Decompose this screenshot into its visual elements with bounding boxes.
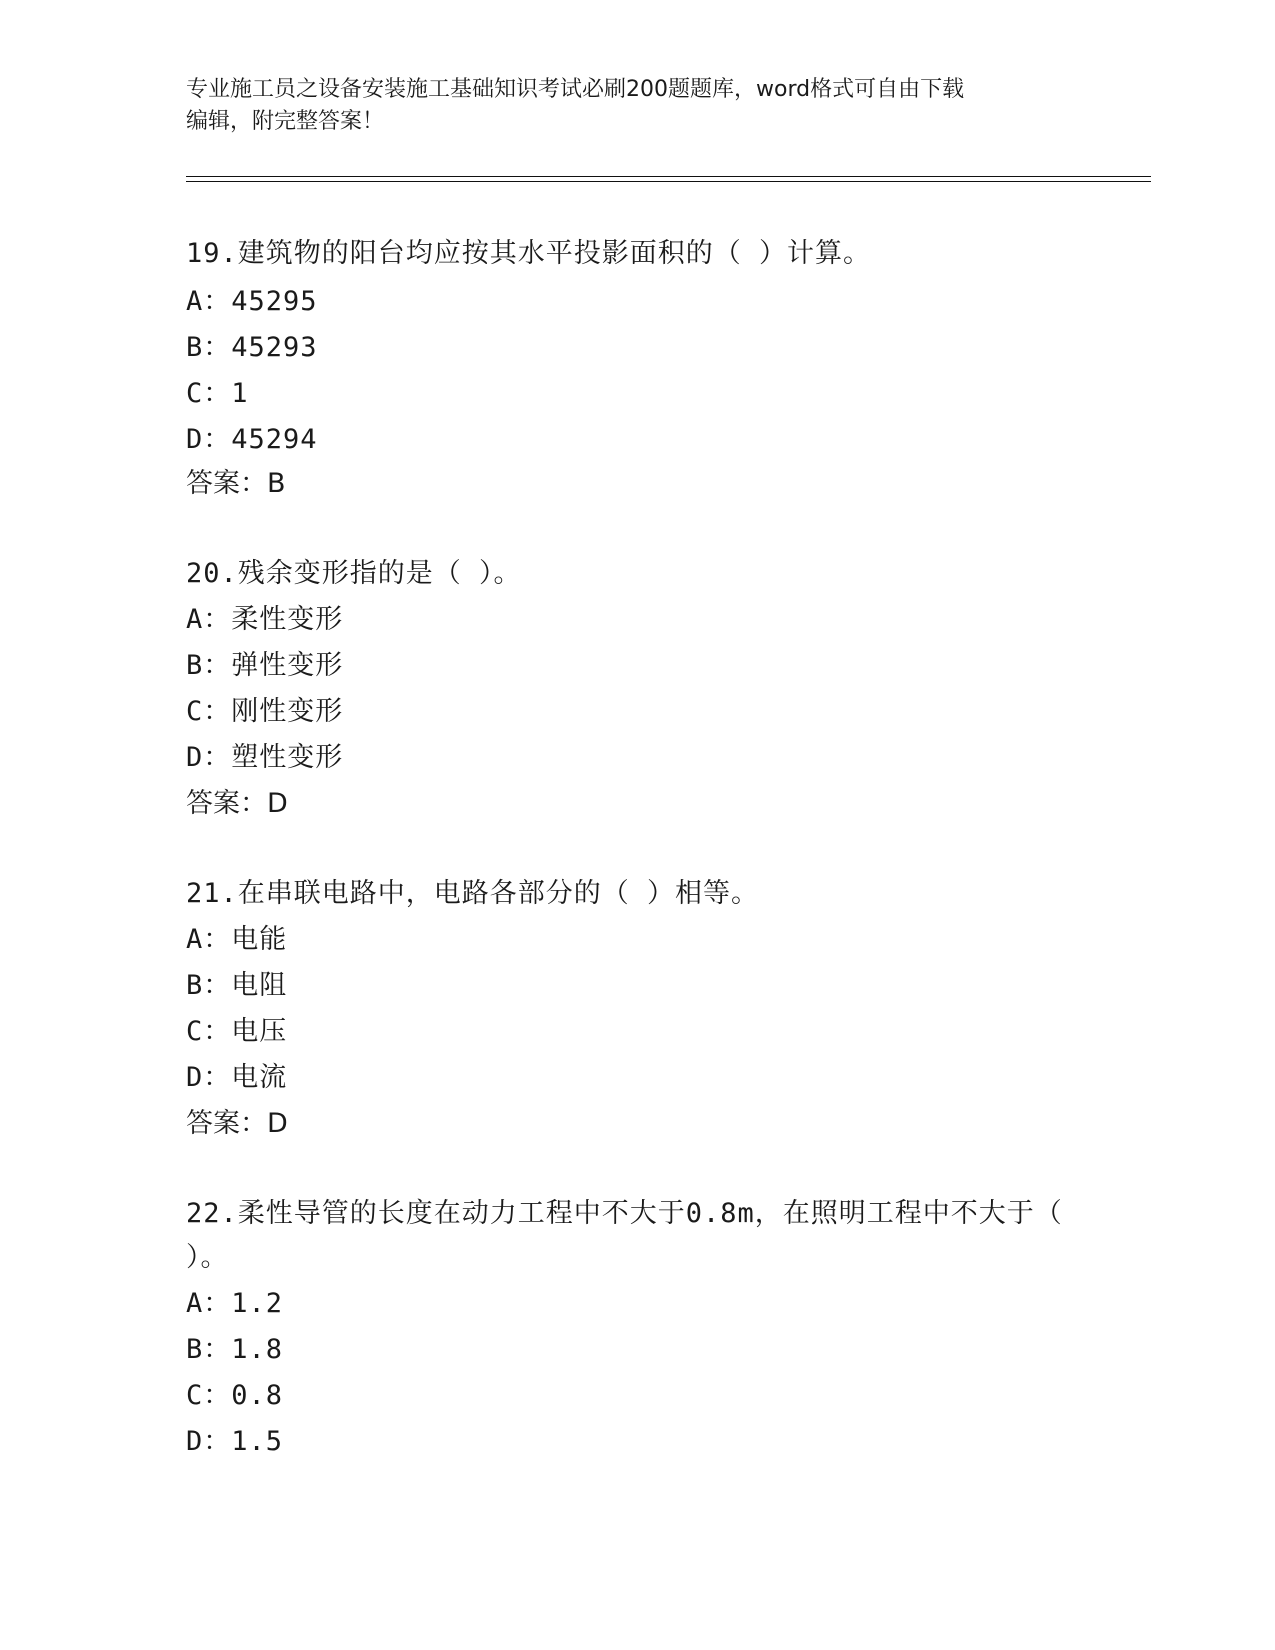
question-19-option-a: A：45295 xyxy=(186,286,318,317)
question-21-option-a: A：电能 xyxy=(186,924,288,955)
question-19-option-b: B：45293 xyxy=(186,332,318,363)
question-22-option-c: C：0.8 xyxy=(186,1380,284,1411)
question-22-option-a: A：1.2 xyxy=(186,1288,284,1319)
question-20-answer: 答案：D xyxy=(186,788,288,819)
question-20-option-d: D：塑性变形 xyxy=(186,742,344,773)
question-20-option-c: C：刚性变形 xyxy=(186,696,344,727)
question-21-option-b: B：电阻 xyxy=(186,970,288,1001)
question-22-option-d: D：1.5 xyxy=(186,1426,284,1457)
header-line-1: 专业施工员之设备安装施工基础知识考试必刷200题题库，word格式可自由下载 xyxy=(186,77,965,102)
question-21-option-d: D：电流 xyxy=(186,1062,288,1093)
document-header xyxy=(186,74,1086,138)
header-line-2: 编辑，附完整答案！ xyxy=(186,109,385,134)
question-20-text: 20.残余变形指的是（ ）。 xyxy=(186,558,522,589)
question-19-option-c: C：1 xyxy=(186,378,249,409)
question-19-text: 19.建筑物的阳台均应按其水平投影面积的（ ）计算。 xyxy=(186,238,872,269)
question-22-option-b: B：1.8 xyxy=(186,1334,284,1365)
header-divider-top xyxy=(186,176,1151,177)
question-19-answer: 答案：B xyxy=(186,468,286,499)
header-divider-bottom xyxy=(186,181,1151,182)
question-21-text: 21.在串联电路中，电路各部分的（ ）相等。 xyxy=(186,878,760,909)
question-20-option-b: B：弹性变形 xyxy=(186,650,344,681)
question-20-option-a: A：柔性变形 xyxy=(186,604,344,635)
question-19-option-d: D：45294 xyxy=(186,424,318,455)
question-21-option-c: C：电压 xyxy=(186,1016,288,1047)
question-22-text: 22.柔性导管的长度在动力工程中不大于0.8m，在照明工程中不大于（ ）。 xyxy=(186,1198,1063,1273)
question-21-answer: 答案：D xyxy=(186,1108,288,1139)
